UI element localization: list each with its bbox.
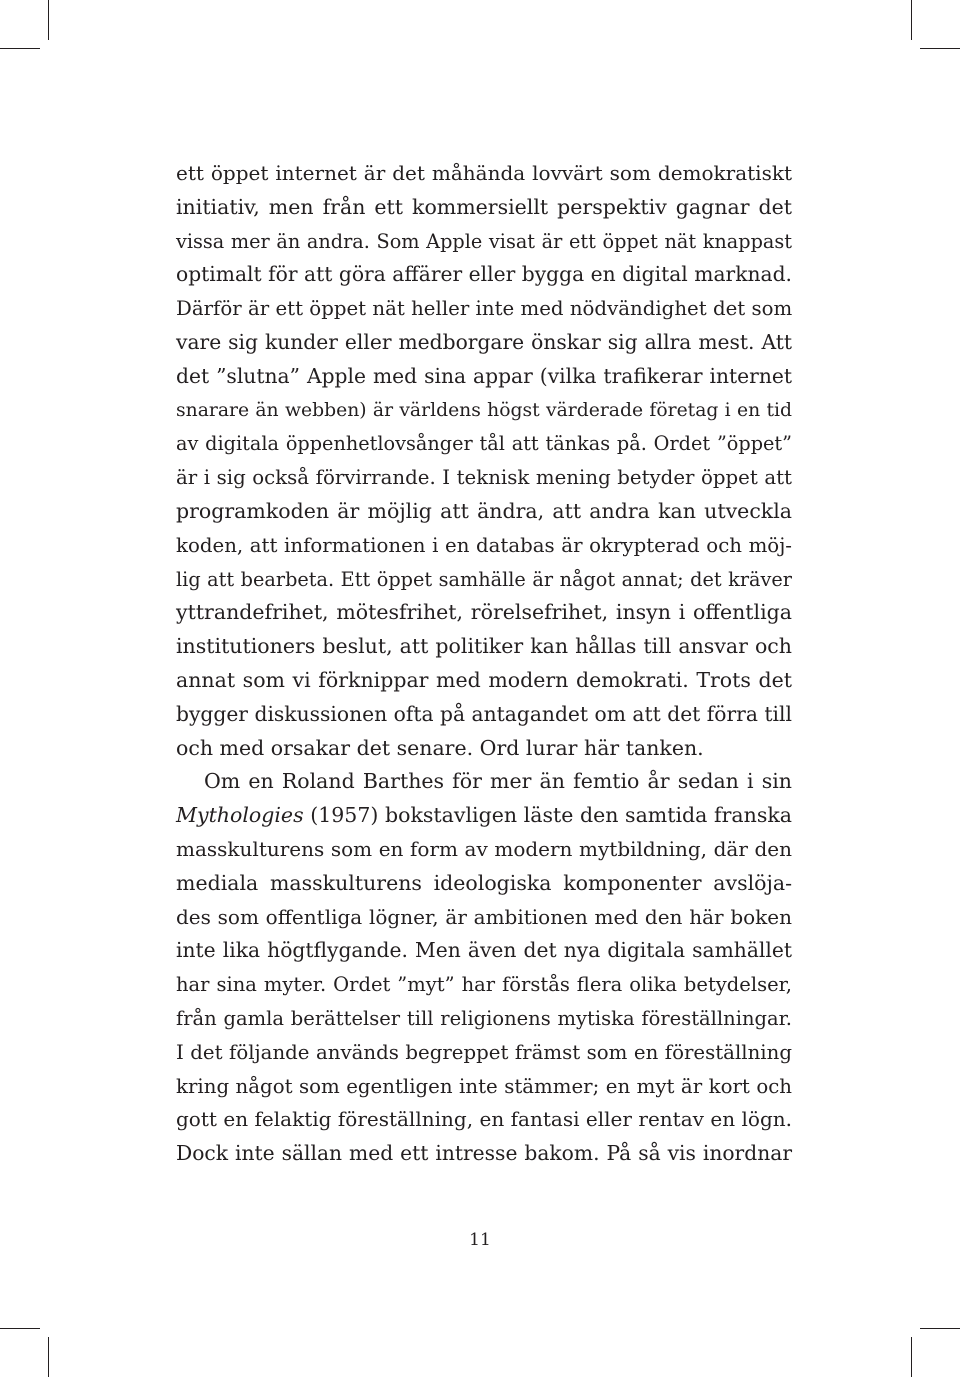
text-line: gott en felaktig föreställning, en fantasi eller rentav en lögn. bbox=[176, 1107, 792, 1132]
text-line: masskulturens som en form av modern mytbildning, där den bbox=[176, 836, 792, 861]
text-line: av digitala öppenhetlovsånger tål att tänkas på. Ordet ”öppet” bbox=[176, 432, 792, 456]
body-text bbox=[176, 157, 792, 1171]
text-line: kring något som egentligen inte stämmer; en myt är kort och bbox=[176, 1074, 792, 1098]
crop-mark-top-left-h bbox=[0, 48, 40, 49]
text-line: och med orsakar det senare. Ord lurar här tanken. bbox=[176, 735, 704, 760]
paragraph-1 bbox=[176, 157, 792, 765]
text-line: I det följande används begreppet främst som en föreställning bbox=[176, 1040, 792, 1064]
crop-mark-bottom-right-h bbox=[920, 1328, 960, 1329]
crop-mark-bottom-right bbox=[911, 1337, 912, 1377]
crop-mark-bottom-left bbox=[48, 1337, 49, 1377]
text-line: optimalt för att göra affärer eller bygga en digital marknad. bbox=[176, 262, 792, 287]
text-line: ett öppet internet är det måhända lovvärt som demokratiskt bbox=[176, 161, 792, 185]
text-line: Om en Roland Barthes för mer än femtio år sedan i sin bbox=[204, 769, 792, 794]
text-line: yttrandefrihet, mötesfrihet, rörelsefrihet, insyn i offentliga bbox=[176, 600, 792, 625]
page-number: 11 bbox=[469, 1230, 491, 1250]
text-line: snarare än webben) är världens högst värderade företag i en tid bbox=[176, 399, 792, 421]
text-fragment: (1957) bokstavligen läste den samtida franska bbox=[303, 803, 792, 828]
text-line: koden, att informationen i en databas är okrypterad och möj- bbox=[176, 533, 792, 557]
text-line: bygger diskussionen ofta på antagandet om att det förra till bbox=[176, 701, 792, 726]
crop-mark-top-right bbox=[911, 0, 912, 40]
text-line-with-title bbox=[176, 799, 792, 833]
text-line: från gamla berättelser till religionens mytiska föreställningar. bbox=[176, 1006, 792, 1030]
text-line: har sina myter. Ordet ”myt” har förstås flera olika betydelser, bbox=[176, 973, 792, 997]
text-line: annat som vi förknippar med modern demokrati. Trots det bbox=[176, 667, 792, 692]
paragraph-2 bbox=[176, 765, 792, 1171]
crop-mark-top-left bbox=[48, 0, 49, 40]
crop-mark-top-right-h bbox=[920, 48, 960, 49]
text-line: Dock inte sällan med ett intresse bakom. På så vis inordnar bbox=[176, 1141, 792, 1166]
text-line: institutioners beslut, att politiker kan hållas till ansvar och bbox=[176, 634, 792, 659]
text-line: programkoden är möjlig att ändra, att andra kan utveckla bbox=[176, 498, 792, 523]
book-title: Mythologies bbox=[176, 803, 304, 828]
text-line: inte lika högtflygande. Men även det nya digitala samhället bbox=[176, 938, 792, 963]
text-line: Därför är ett öppet nät heller inte med nödvändighet det som bbox=[176, 297, 793, 321]
text-line: det ”slutna” Apple med sina appar (vilka trafikerar internet bbox=[176, 363, 792, 388]
crop-mark-bottom-left-h bbox=[0, 1328, 40, 1329]
text-line: des som offentliga lögner, är ambitionen med den här boken bbox=[176, 904, 792, 929]
text-line: vare sig kunder eller medborgare önskar sig allra mest. Att bbox=[176, 329, 792, 354]
text-line: vissa mer än andra. Som Apple visat är ett öppet nät knappast bbox=[176, 229, 792, 253]
text-line: är i sig också förvirrande. I teknisk mening betyder öppet att bbox=[176, 466, 792, 490]
text-line: lig att bearbeta. Ett öppet samhälle är något annat; det kräver bbox=[176, 567, 792, 591]
text-line: mediala masskulturens ideologiska komponenter avslöja- bbox=[176, 870, 792, 895]
text-line: initiativ, men från ett kommersiellt perspektiv gagnar det bbox=[176, 194, 792, 219]
